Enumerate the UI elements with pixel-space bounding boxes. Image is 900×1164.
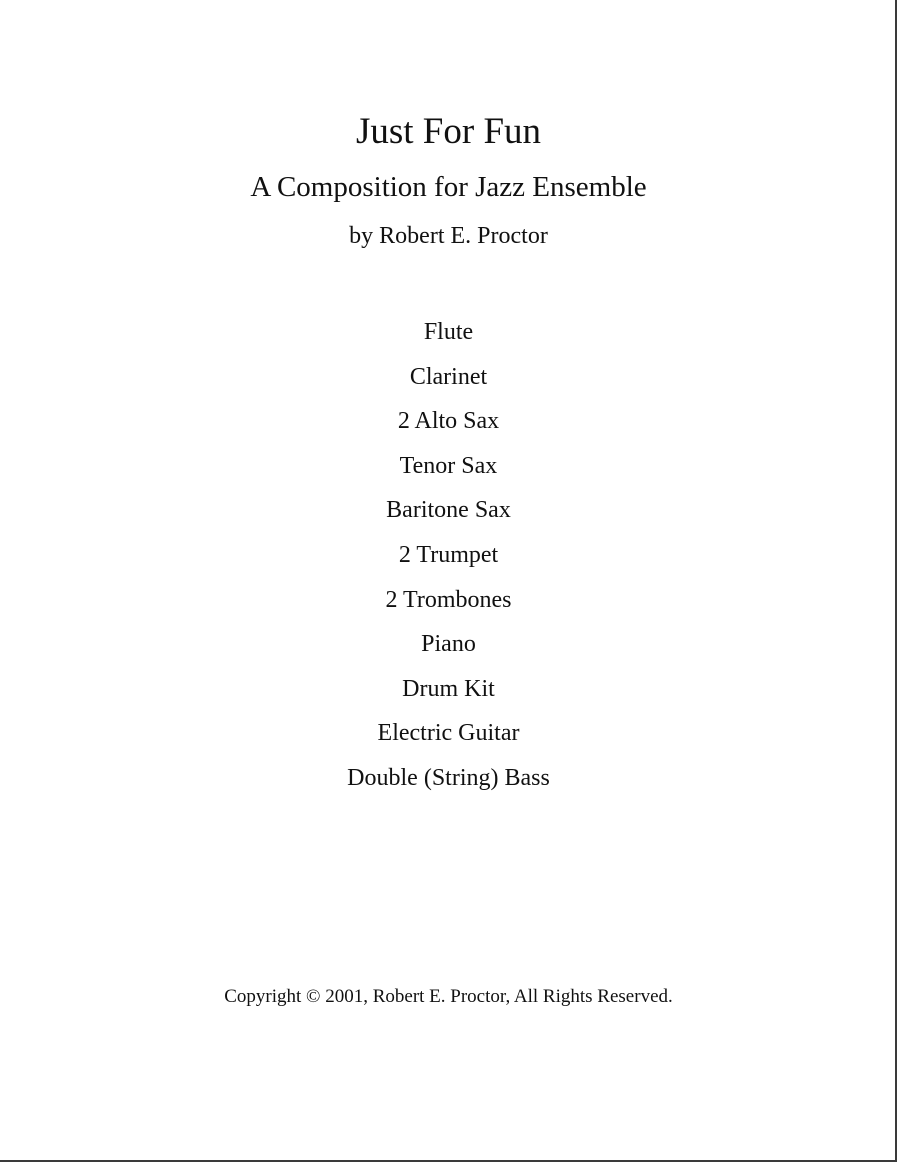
instrument-double-bass: Double (String) Bass [347, 764, 550, 791]
composition-title: Just For Fun [355, 111, 542, 152]
instrument-tenor-sax: Tenor Sax [399, 452, 498, 479]
copyright-notice: Copyright © 2001, Robert E. Proctor, All Rights Reserved. [224, 986, 673, 1007]
instrument-trombones: 2 Trombones [385, 586, 512, 613]
instrument-clarinet: Clarinet [409, 363, 488, 390]
instrument-electric-guitar: Electric Guitar [377, 720, 520, 747]
composition-subtitle: A Composition for Jazz Ensemble [250, 171, 647, 203]
instrumentation-list [0, 319, 897, 810]
composer-byline: by Robert E. Proctor [349, 223, 548, 249]
instrument-piano: Piano [421, 631, 476, 658]
instrument-trumpet: 2 Trumpet [398, 541, 499, 568]
instrument-alto-sax: 2 Alto Sax [397, 408, 500, 435]
instrument-flute: Flute [423, 319, 474, 345]
instrument-drum-kit: Drum Kit [402, 675, 495, 702]
instrument-baritone-sax: Baritone Sax [386, 497, 511, 524]
